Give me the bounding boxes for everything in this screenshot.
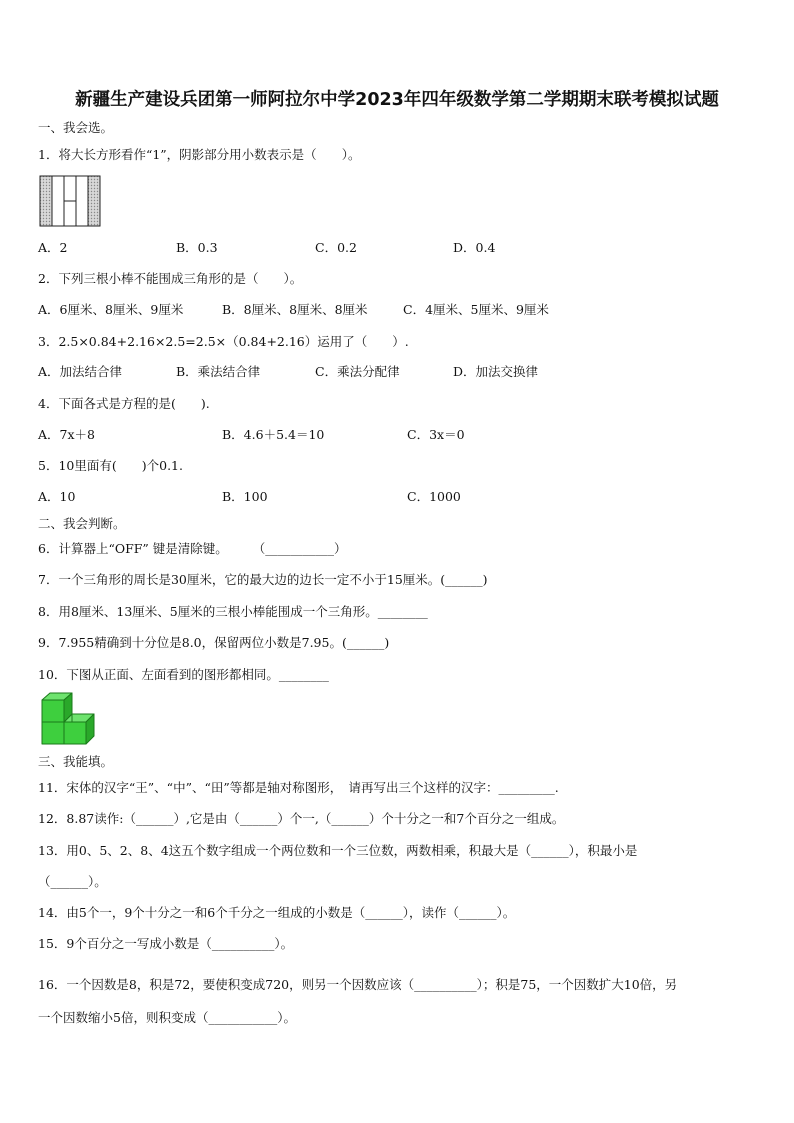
question-5: 5．10里面有( )个0.1.	[38, 458, 183, 473]
shaded-strip-right	[88, 176, 100, 226]
q3-option-c: C．乘法分配律	[315, 364, 400, 379]
question-15: 15．9个百分之一写成小数是（__________）。	[38, 936, 294, 951]
question-13-line-1: 13．用0、5、2、8、4这五个数字组成一个两位数和一个三位数，两数相乘，积最大是（______），积最小是	[38, 843, 638, 858]
question-16-line-1: 16．一个因数是8，积是72，要使积变成720，则另一个因数应该（__________）；积是75，一个因数扩大10倍，另	[38, 977, 678, 992]
q3-option-b: B．乘法结合律	[176, 364, 261, 379]
question-3: 3．2.5×0.84+2.16×2.5=2.5×（0.84+2.16）运用了（ ）.	[38, 334, 409, 349]
q2-option-b: B．8厘米、8厘米、8厘米	[222, 302, 368, 317]
q5-option-b: B．100	[222, 489, 268, 504]
q5-option-a: A．10	[38, 489, 76, 504]
question-9: 9．7.955精确到十分位是8.0，保留两位小数是7.95。(______)	[38, 635, 390, 650]
q3-option-d: D．加法交换律	[453, 364, 539, 379]
q1-option-b: B．0.3	[176, 240, 218, 255]
section-heading-1: 一、我会选。	[38, 120, 114, 135]
shaded-strip-left	[40, 176, 52, 226]
q2-option-a: A．6厘米、8厘米、9厘米	[38, 302, 184, 317]
page-title: 新疆生产建设兵团第一师阿拉尔中学2023年四年级数学第二学期期末联考模拟试题	[75, 90, 719, 110]
question-1: 1．将大长方形看作“1”，阴影部分用小数表示是（ ）。	[38, 147, 361, 162]
cube-stack-figure	[40, 692, 104, 746]
question-14: 14．由5个一，9个十分之一和6个千分之一组成的小数是（______），读作（______）。	[38, 905, 516, 920]
rectangle-fraction-figure	[39, 175, 101, 227]
question-11: 11．宋体的汉字“王”、“中”、“田”等都是轴对称图形， 请再写出三个这样的汉字：_________.	[38, 780, 559, 795]
question-16-line-2: 一个因数缩小5倍，则积变成（___________）。	[38, 1010, 296, 1025]
q2-option-c: C．4厘米、5厘米、9厘米	[403, 302, 549, 317]
q3-option-a: A．加法结合律	[38, 364, 123, 379]
section-heading-3: 三、我能填。	[38, 754, 114, 769]
question-7: 7．一个三角形的周长是30厘米，它的最大边的边长一定不小于15厘米。(______)	[38, 572, 488, 587]
question-2: 2．下列三根小棒不能围成三角形的是（ ）。	[38, 271, 303, 286]
question-10: 10．下图从正面、左面看到的图形都相同。________	[38, 667, 329, 682]
question-6: 6．计算器上“OFF” 键是清除键。 （___________）	[38, 541, 347, 556]
question-8: 8．用8厘米、13厘米、5厘米的三根小棒能围成一个三角形。________	[38, 604, 428, 619]
question-13-line-2: （______）。	[38, 874, 107, 889]
question-4: 4．下面各式是方程的是( ).	[38, 396, 210, 411]
q5-option-c: C．1000	[407, 489, 461, 504]
question-12: 12．8.87读作:（______）,它是由（______）个一,（______）个十分之一和7个百分之一组成。	[38, 811, 565, 826]
q4-option-c: C．3x＝0	[407, 427, 465, 442]
section-heading-2: 二、我会判断。	[38, 516, 126, 531]
q1-option-c: C．0.2	[315, 240, 357, 255]
q4-option-b: B．4.6＋5.4＝10	[222, 427, 325, 442]
q4-option-a: A．7x＋8	[38, 427, 95, 442]
q1-option-a: A．2	[38, 240, 68, 255]
q1-option-d: D．0.4	[453, 240, 496, 255]
